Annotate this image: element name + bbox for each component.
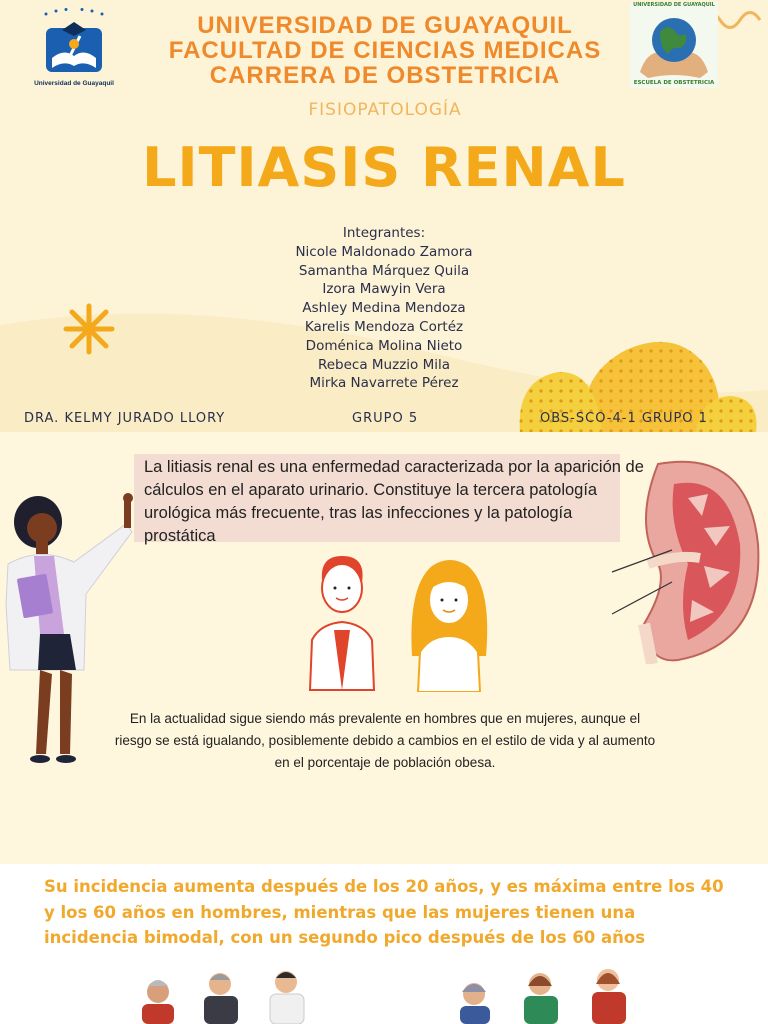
teacher-name: DRA. KELMY JURADO LLORY — [24, 411, 226, 426]
university-name: UNIVERSIDAD DE GUAYAQUIL — [197, 12, 573, 39]
member-name: Rebeca Muzzio Mila — [317, 356, 451, 373]
member-name: Ashley Medina Mendoza — [302, 300, 466, 317]
incidence-paragraph: Su incidencia aumenta después de los 20 años, y es máxima entre los 40 y los 60 años en hombres, mientras que las mujeres tienen una incidencia bimodal, con un segundo pico después de los 60 años — [44, 877, 724, 947]
woman-avatar-icon — [404, 556, 494, 692]
kidney-illustration-icon — [608, 454, 768, 664]
obstetrics-school-logo — [630, 2, 718, 88]
university-logo — [34, 8, 114, 92]
right-logo-bottom-text: ESCUELA DE OBSTETRICIA — [633, 80, 715, 86]
men-group-illustration-icon — [140, 964, 330, 1024]
member-name: Izora Mawyin Vera — [322, 281, 446, 298]
group-label: GRUPO 5 — [352, 411, 419, 426]
content-slide — [0, 432, 768, 864]
man-avatar-icon — [300, 550, 384, 692]
subject-name: FISIOPATOLOGÍA — [308, 100, 462, 120]
presentation-title: LITIASIS RENAL — [142, 136, 626, 199]
member-name: Samantha Márquez Quila — [298, 262, 470, 279]
intro-paragraph: La litiasis renal es una enfermedad caracterizada por la aparición de cálculos en el aparato urinario. Constituye la tercera patología urológica más frecuente, tras las infecciones y la patología prostática — [144, 458, 644, 545]
university-logo-caption: Universidad de Guayaquil — [34, 80, 114, 87]
members-list — [234, 224, 534, 393]
university-logo-icon — [34, 8, 114, 78]
member-name: Doménica Molina Nieto — [305, 337, 463, 354]
member-name: Mirka Navarrete Pérez — [309, 375, 459, 392]
member-name: Nicole Maldonado Zamora — [295, 243, 473, 260]
title-slide — [0, 0, 768, 432]
prevalence-paragraph: En la actualidad sigue siendo más prevalente en hombres que en mujeres, aunque el riesgo se está igualando, posiblemente debido a cambios en el estilo de vida y al aumento en el porcentaje de población obesa. — [114, 711, 656, 770]
globe-hands-icon — [630, 2, 718, 88]
member-name: Karelis Mendoza Cortéz — [304, 318, 464, 335]
course-code: OBS-SCO-4-1 GRUPO 1 — [540, 411, 708, 426]
faculty-name: FACULTAD DE CIENCIAS MEDICAS — [168, 37, 602, 64]
star-decoration-icon — [60, 302, 118, 356]
women-group-illustration-icon — [448, 960, 638, 1024]
members-heading: Integrantes: — [342, 225, 426, 241]
right-logo-top-text: UNIVERSIDAD DE GUAYAQUIL — [633, 2, 715, 8]
career-name: CARRERA DE OBSTETRICIA — [209, 62, 561, 89]
incidence-slide — [0, 864, 768, 1024]
